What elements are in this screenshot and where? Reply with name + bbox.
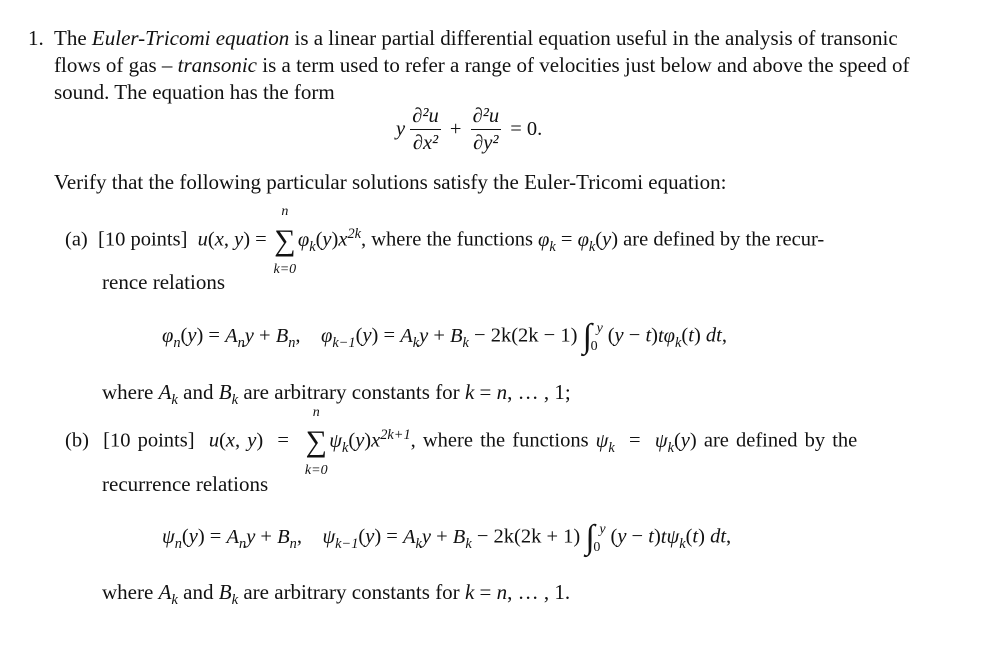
part-b-where: where $A_k$ and $B_k$ are arbitrary constants for k = n, … , 1. bbox=[102, 580, 571, 609]
term-transonic: transonic bbox=[177, 53, 257, 77]
part-a-recurrence: $\varphi_n(y) = A_ny + B_n$, $\varphi_{k-1}(y) = A_ky + B_k - 2k(2k - 1)$ ∫ y 0 $(y - t)t\varphi_k(t)$ dt, bbox=[162, 318, 727, 355]
fraction-d2u-dx2: $\frac{\text{∂²u}}{\text{∂x²}}$ bbox=[412, 105, 439, 154]
part-b-label: (b) bbox=[65, 429, 89, 452]
part-b-line2: recurrence relations bbox=[102, 472, 269, 496]
recurrence-coefficient: 2k(2k + 1) bbox=[493, 525, 581, 548]
part-a-where: where $A_k$ and $B_k$ are arbitrary constants for k = n, … , 1; bbox=[102, 380, 571, 409]
summation-sign: ∑ n k=0 bbox=[273, 204, 297, 277]
fraction-d2u-dy2: $\frac{\text{∂²u}}{\text{∂y²}}$ bbox=[472, 105, 500, 154]
intro-line-3: sound. The equation has the form bbox=[54, 80, 335, 104]
part-a-points: [10 points] bbox=[98, 228, 188, 251]
intro-text: flows of gas – bbox=[54, 53, 178, 77]
part-a-statement: (a) [10 points] u(x, y) = ∑ n k=0 $\varphi_k(y)x^{2k}$, where the functions $\varphi_k = \varphi_k(y)$ are defined by the recur- bbox=[65, 204, 825, 277]
equals-zero: = 0. bbox=[510, 118, 543, 140]
intro-text: is a term used to refer a range of velocities just below and above the speed of bbox=[257, 53, 910, 77]
summation-sign: ∑ n k=0 bbox=[304, 405, 328, 478]
integral-sign: ∫ y 0 bbox=[585, 519, 606, 556]
intro-text: The bbox=[54, 26, 92, 50]
part-a-label: (a) bbox=[65, 228, 88, 251]
intro-text: is a linear partial differential equation useful in the analysis of transonic bbox=[289, 26, 898, 50]
integral-sign: ∫ y 0 bbox=[582, 318, 603, 355]
part-b-statement: (b) [10 points] u(x, y) = ∑ n k=0 $\psi_k(y)x^{2k+1}$, where the functions $\psi_k = \psi_k(y)$ are defined by the bbox=[65, 405, 858, 478]
verify-instruction: Verify that the following particular solutions satisfy the Euler-Tricomi equation: bbox=[54, 170, 727, 194]
problem-number: 1. bbox=[28, 26, 44, 50]
plus-sign: + bbox=[449, 118, 462, 140]
part-b-recurrence: $\psi_n(y) = A_ny + B_n$, $\psi_{k-1}(y) = A_ky + B_k - 2k(2k + 1)$ ∫ y 0 $(y - t)t\psi_k(t)$ dt, bbox=[162, 519, 732, 556]
euler-tricomi-equation bbox=[396, 103, 542, 156]
intro-line-2 bbox=[54, 53, 910, 78]
coef-y: y bbox=[396, 118, 406, 140]
term-euler-tricomi: Euler-Tricomi equation bbox=[91, 26, 290, 50]
part-a-line2: rence relations bbox=[102, 270, 226, 294]
part-b-points: [10 points] bbox=[103, 429, 195, 452]
intro-line-1 bbox=[54, 26, 898, 51]
recurrence-coefficient: 2k(2k − 1) bbox=[490, 324, 578, 347]
